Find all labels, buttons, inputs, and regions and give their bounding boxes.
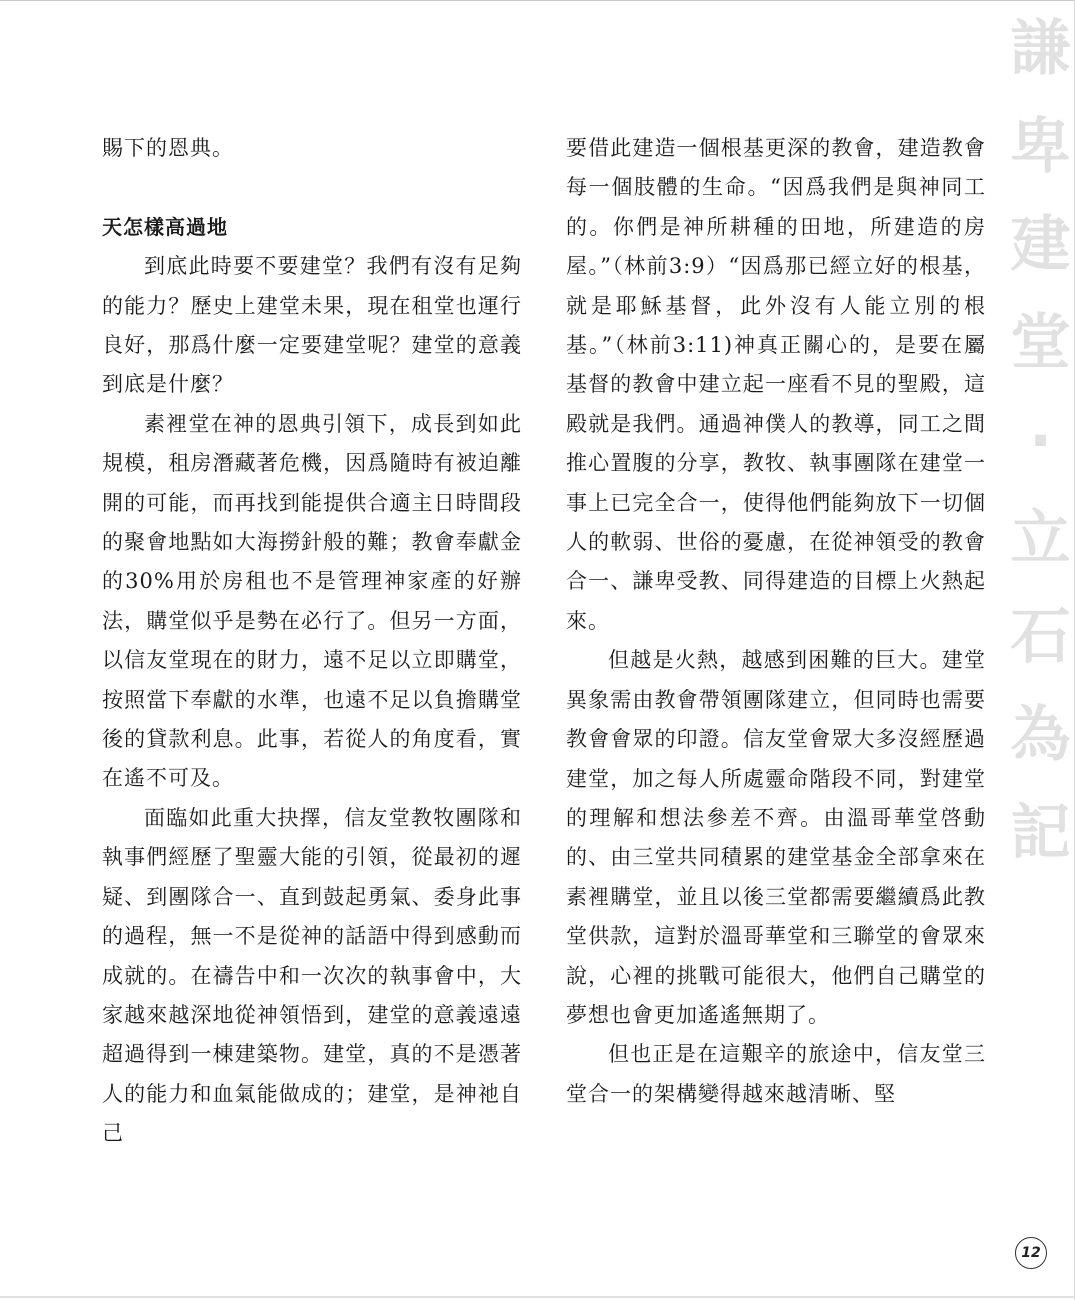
body-paragraph: 素裡堂在神的恩典引領下，成長到如此規模，租房潛藏著危機，因爲隨時有被迫離開的可能，而再找到能提供合適主日時間段的聚會地點如大海撈針般的難；教會奉獻金的30%用於房租也不是管理神家產的好辦法，購堂似乎是勢在必行了。但另一方面，以信友堂現在的財力，遠不足以立即購堂，按照當下奉獻的水準，也遠不足以負擔購堂後的貸款利息。此事，若從人的角度看，實在遙不可及。 <box>102 411 522 791</box>
page-bottom-border <box>0 1296 1075 1298</box>
body-paragraph: 但也正是在這艱辛的旅途中，信友堂三堂合一的架構變得越來越清晰、堅 <box>566 1042 986 1106</box>
side-title-char: 記 <box>1010 798 1071 868</box>
body-paragraph: 到底此時要不要建堂？我們有沒有足夠的能力？歷史上建堂未果，現在租堂也運行良好，那爲什麼一定要建堂呢？建堂的意義到底是什麼？ <box>102 254 522 397</box>
body-paragraph: 但越是火熱，越感到困難的巨大。建堂異象需由教會帶領團隊建立，但同時也需要教會會眾的印證。信友堂會眾大多沒經歷過建堂，加之每人所處靈命階段不同，對建堂的理解和想法參差不齊。由溫哥華堂啓動的、由三堂共同積累的建堂基金全部拿來在素裡購堂，並且以後三堂都需要繼續爲此教堂供款，這對於溫哥華堂和三聯堂的會眾來說，心裡的挑戰可能很大，他們自己購堂的夢想也會更加遙遙無期了。 <box>566 648 986 1027</box>
page-number: 12 <box>1015 1237 1047 1269</box>
side-title-char: 堂 <box>1010 308 1071 378</box>
side-title-char: · <box>1029 406 1052 476</box>
side-title-char: 石 <box>1010 602 1071 672</box>
side-section-title <box>1006 0 1075 900</box>
section-heading: 天怎樣高過地 <box>102 214 228 239</box>
right-text-column <box>566 129 986 1114</box>
side-title-char: 為 <box>1010 700 1071 770</box>
side-title-char: 卑 <box>1010 112 1071 182</box>
intro-line: 賜下的恩典。 <box>102 136 234 160</box>
body-paragraph: 面臨如此重大抉擇，信友堂教牧團隊和執事們經歷了聖靈大能的引領，從最初的遲疑、到團隊合一、直到鼓起勇氣、委身此事的過程，無一不是從神的話語中得到感動而成就的。在禱告中和一次次的執事會中，大家越來越深地從神領悟到，建堂的意義遠遠超過得到一棟建築物。建堂，真的不是憑著人的能力和血氣能做成的；建堂，是神祂自己 <box>102 805 522 1146</box>
page-top-border <box>0 0 1075 1</box>
left-text-column <box>102 129 522 1154</box>
body-paragraph: 要借此建造一個根基更深的教會，建造教會每一個肢體的生命。“因爲我們是與神同工的。你們是神所耕種的田地，所建造的房屋。”（林前3:9）“因爲那已經立好的根基，就是耶穌基督，此外沒有人能立別的根基。”（林前3:11)神真正關心的，是要在屬基督的教會中建立起一座看不見的聖殿，這殿就是我們。通過神僕人的教導，同工之間推心置腹的分享，教牧、執事團隊在建堂一事上已完全合一，使得他們能夠放下一切個人的軟弱、世俗的憂慮，在從神領受的教會合一、謙卑受教、同得建造的目標上火熱起來。 <box>566 136 986 633</box>
side-title-char: 建 <box>1010 210 1071 280</box>
side-title-char: 立 <box>1010 504 1071 574</box>
paragraph-gap <box>102 168 522 207</box>
side-title-char: 謙 <box>1010 14 1071 84</box>
